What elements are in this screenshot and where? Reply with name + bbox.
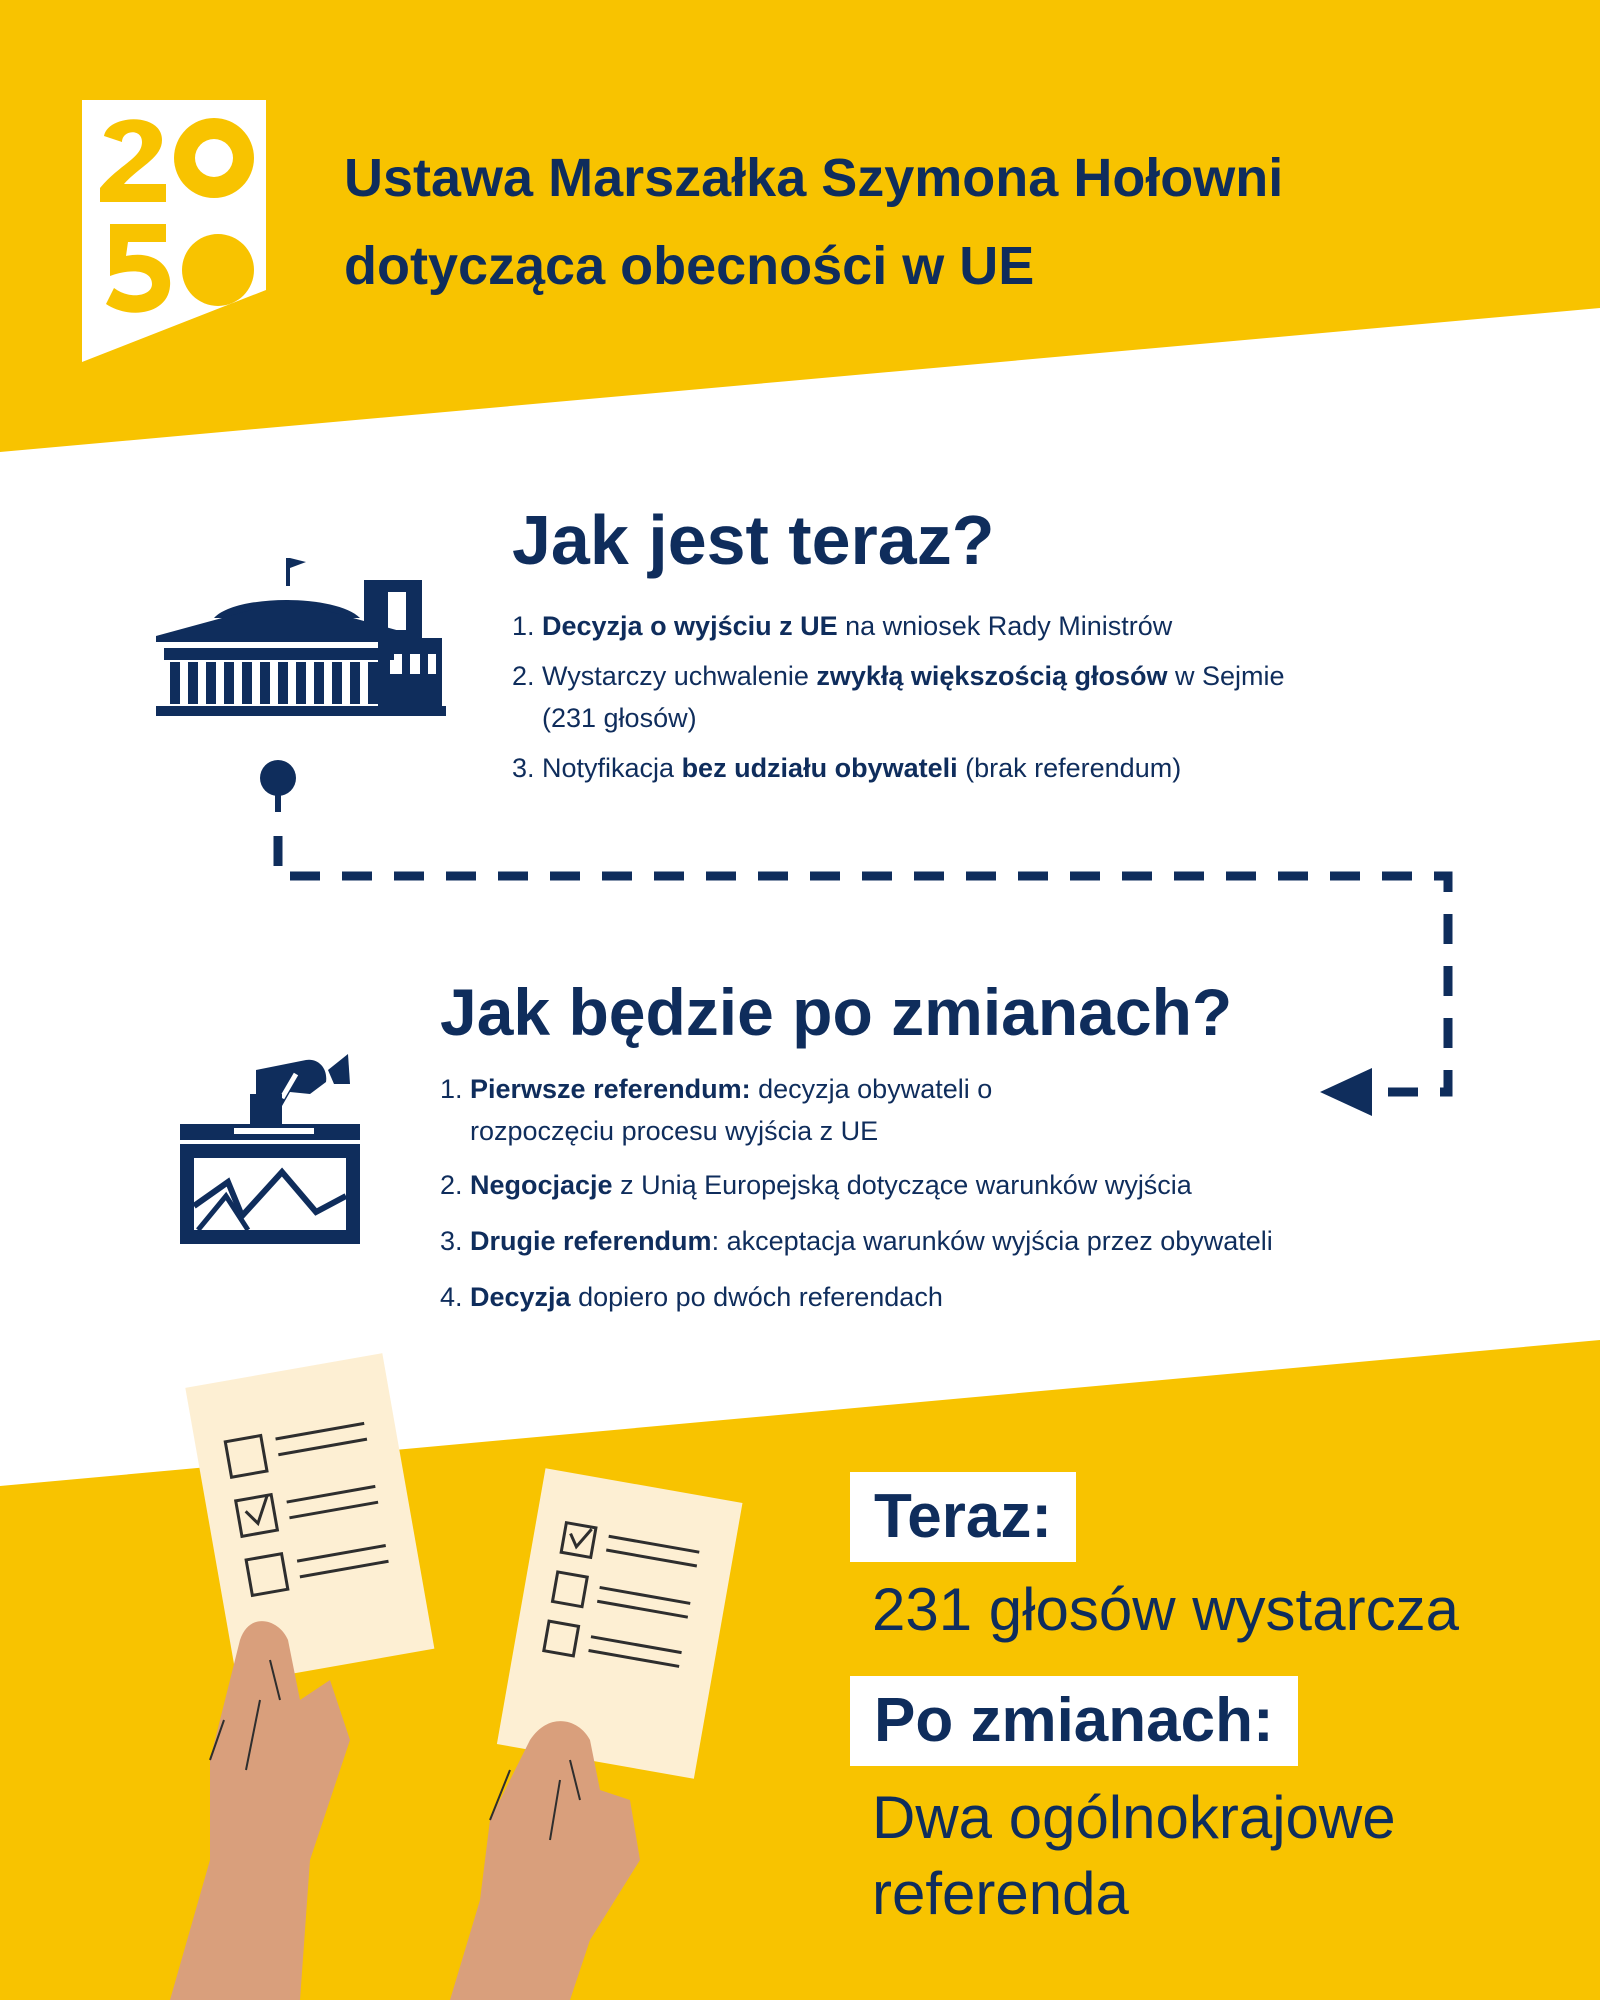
- item-text: : akceptacja warunków wyjścia przez obywateli: [711, 1226, 1273, 1256]
- parliament-building-icon: [156, 556, 446, 718]
- title-line-1: Ustawa Marszałka Szymona Hołowni: [344, 148, 1284, 208]
- item-text: z Unią Europejską dotyczące warunków wyjścia: [612, 1170, 1192, 1200]
- item-text: decyzja obywateli o rozpoczęciu procesu wyjścia z UE: [470, 1074, 993, 1146]
- item-bold: Decyzja o wyjściu z UE: [542, 611, 838, 641]
- now-heading: Jak jest teraz?: [512, 501, 995, 579]
- list-item: [440, 1220, 1440, 1262]
- item-text: Wystarczy uchwalenie: [542, 661, 817, 691]
- after-value-line-1: Dwa ogólnokrajowe: [872, 1784, 1396, 1851]
- item-text: na wniosek Rady Ministrów: [837, 611, 1173, 641]
- item-number: 3.: [440, 1226, 463, 1256]
- after-label: Po zmianach:: [850, 1676, 1298, 1766]
- item-text: (brak referendum): [957, 753, 1182, 783]
- item-number: 4.: [440, 1282, 463, 1312]
- item-bold: Drugie referendum: [470, 1226, 712, 1256]
- now-value: 231 głosów wystarcza: [872, 1576, 1459, 1643]
- item-number: 1.: [440, 1074, 463, 1104]
- after-heading: Jak będzie po zmianach?: [440, 975, 1233, 1049]
- list-item: [440, 1068, 1090, 1152]
- after-list: [440, 1068, 1440, 1318]
- list-item: [440, 1276, 1440, 1318]
- item-number: 2.: [440, 1170, 463, 1200]
- list-item: [440, 1164, 1440, 1206]
- item-bold: zwykłą większością głosów: [816, 661, 1168, 691]
- after-value: [872, 1780, 1396, 1932]
- item-bold: Pierwsze referendum:: [470, 1074, 751, 1104]
- item-number: 3.: [512, 753, 535, 783]
- item-number: 1.: [512, 611, 535, 641]
- item-bold: bez udziału obywateli: [681, 753, 958, 783]
- item-text: w Sejmie (231 głosów): [542, 661, 1285, 733]
- now-label: Teraz:: [850, 1472, 1076, 1562]
- page-title: [344, 134, 1564, 310]
- logo-2050: [82, 100, 266, 362]
- hands-holding-ballots-icon: [150, 1340, 790, 2000]
- item-number: 2.: [512, 661, 535, 691]
- title-line-2: dotycząca obecności w UE: [344, 236, 1035, 296]
- list-item: [512, 655, 1322, 739]
- item-bold: Decyzja: [470, 1282, 571, 1312]
- list-item: [512, 605, 1372, 647]
- item-text: dopiero po dwóch referendach: [570, 1282, 943, 1312]
- after-value-line-2: referenda: [872, 1860, 1129, 1927]
- item-text: Notyfikacja: [542, 753, 682, 783]
- ballot-box-icon: [178, 1046, 374, 1246]
- item-bold: Negocjacje: [470, 1170, 613, 1200]
